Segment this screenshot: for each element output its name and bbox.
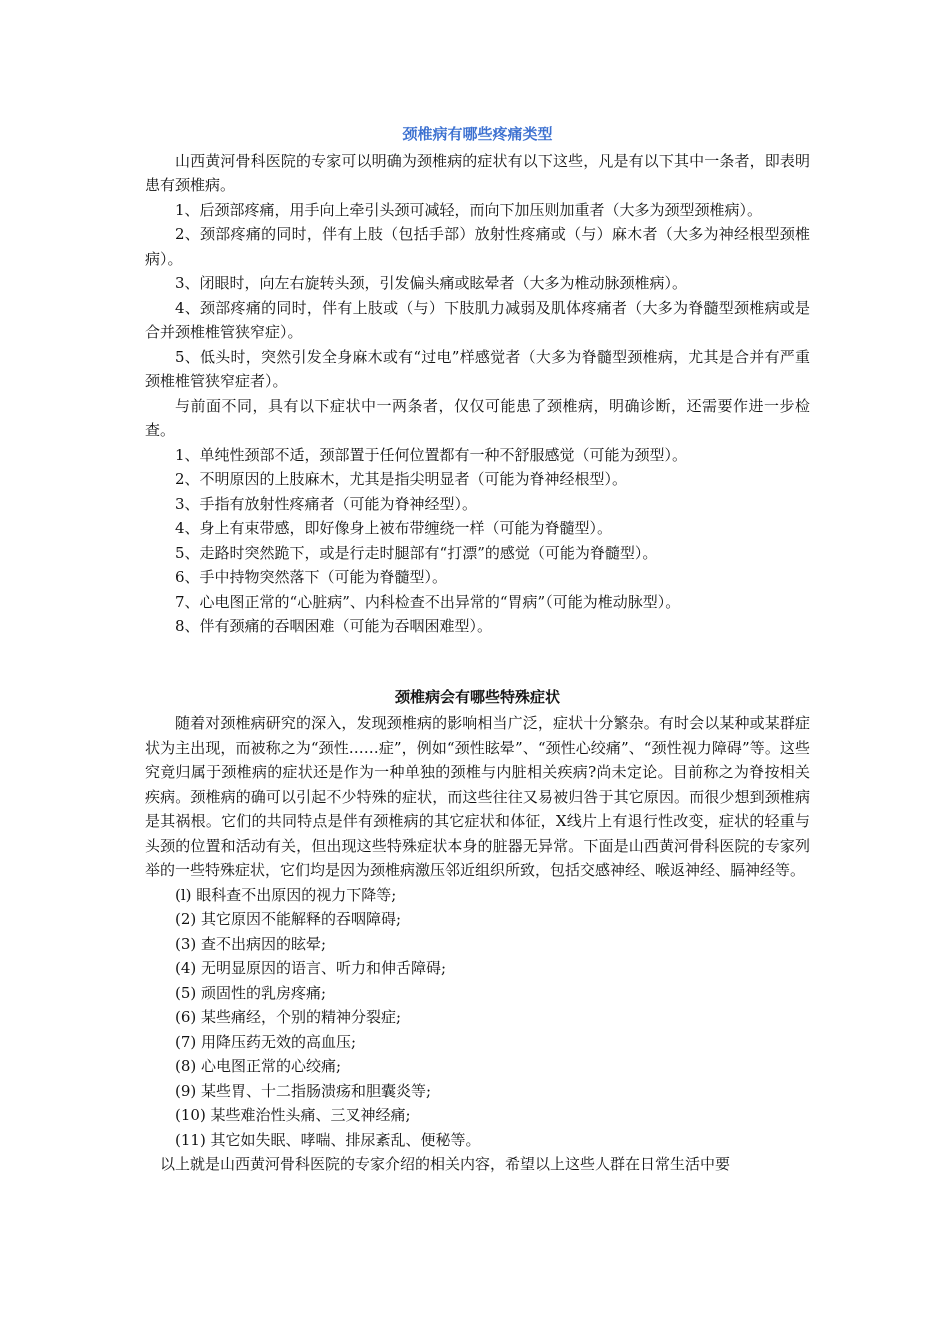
section1-item: 4、颈部疼痛的同时，伴有上肢或（与）下肢肌力减弱及肌体疼痛者（大多为脊髓型颈椎病或是合并颈椎椎管狭窄症）。	[145, 298, 810, 341]
section2-item: (6) 某些痛经，个别的精神分裂症;	[175, 1008, 402, 1026]
section1-item: 3、闭眼时，向左右旋转头颈，引发偏头痛或眩晕者（大多为椎动脉颈椎病）。	[175, 274, 688, 292]
section2-item: (l) 眼科查不出原因的视力下降等;	[175, 885, 397, 904]
section1-item: 1、后颈部疼痛，用手向上牵引头颈可减轻，而向下加压则加重者（大多为颈型颈椎病）。	[175, 200, 763, 219]
section1-item: 2、颈部疼痛的同时，伴有上肢（包括手部）放射性疼痛或（与）麻木者（大多为神经根型颈椎病）。	[145, 225, 810, 268]
section1-item2: 1、单纯性颈部不适，颈部置于任何位置都有一种不舒服感觉（可能为颈型）。	[175, 445, 688, 464]
section2-item: (9) 某些胃、十二指肠溃疡和胆囊炎等;	[175, 1081, 432, 1100]
section2-item: (7) 用降压药无效的高血压;	[175, 1032, 357, 1051]
section1-item2: 2、不明原因的上肢麻木，尤其是指尖明显者（可能为脊神经根型）。	[175, 470, 628, 488]
section1-item2: 4、身上有束带感，即好像身上被布带缠绕一样（可能为脊髓型）。	[175, 519, 613, 537]
section1-item2: 8、伴有颈痛的吞咽困难（可能为吞咽困难型）。	[175, 617, 493, 635]
section2-item: (2) 其它原因不能解释的吞咽障碍;	[175, 910, 402, 928]
section1-item: 5、低头时，突然引发全身麻木或有“过电”样感觉者（大多为脊髓型颈椎病，尤其是合并有严重颈椎椎管狭窄症者）。	[145, 347, 810, 390]
section1-title: 颈椎病有哪些疼痛类型	[402, 125, 553, 143]
section1-item2: 6、手中持物突然落下（可能为脊髓型）。	[175, 568, 448, 586]
section1-item2: 7、心电图正常的“心脏病”、内科检查不出异常的“胃病”（可能为椎动脉型）。	[175, 592, 681, 611]
section1-intro2: 与前面不同，具有以下症状中一两条者，仅仅可能患了颈椎病，明确诊断，还需要作进一步检查。	[145, 396, 810, 439]
section2-item: (10) 某些难治性头痛、三叉神经痛;	[175, 1106, 411, 1124]
section1-item2: 3、手指有放射性疼痛者（可能为脊神经型）。	[175, 494, 478, 513]
section2-item: (3) 查不出病因的眩晕;	[175, 934, 327, 953]
section1-intro: 山西黄河骨科医院的专家可以明确为颈椎病的症状有以下这些，凡是有以下其中一条者，即表明患有颈椎病。	[145, 151, 810, 194]
section2-intro: 随着对颈椎病研究的深入，发现颈椎病的影响相当广泛，症状十分繁杂。有时会以某种或某群症状为主出现，而被称之为“颈性……症”，例如“颈性眩晕”、“颈性心绞痛”、“颈性视力障碍”等。这些究竟归属于颈椎病的症状还是作为一种单独的颈椎与内脏相关疾病?尚未定论。目前称之为脊按相关疾病。颈椎病的确可以引起不少特殊的症状，而这些往往又易被归咎于其它原因。而很少想到颈椎病是其祸根。它们的共同特点是伴有颈椎病的其它症状和体征，X线片上有退行性改变，症状的轻重与头颈的位置和活动有关，但出现这些特殊症状本身的脏器无异常。下面是山西黄河骨科医院的专家列举的一些特殊症状，它们均是因为颈椎病激压邻近组织所致，包括交感神经、喉返神经、膈神经等。	[145, 714, 810, 879]
section2-title: 颈椎病会有哪些特殊症状	[394, 687, 560, 706]
document-body	[145, 122, 810, 1177]
section1-item2: 5、走路时突然跪下，或是行走时腿部有“打漂”的感觉（可能为脊髓型）。	[175, 543, 658, 562]
section2-item: (4) 无明显原因的语言、听力和伸舌障碍;	[175, 959, 447, 977]
section2-item: (11) 其它如失眠、哮喘、排尿紊乱、便秘等。	[175, 1130, 481, 1149]
section2-item: (8) 心电图正常的心绞痛;	[175, 1057, 342, 1075]
section2-item: (5) 顽固性的乳房疼痛;	[175, 983, 327, 1002]
section2-closing: 以上就是山西黄河骨科医院的专家介绍的相关内容，希望以上这些人群在日常生活中要	[160, 1155, 731, 1173]
